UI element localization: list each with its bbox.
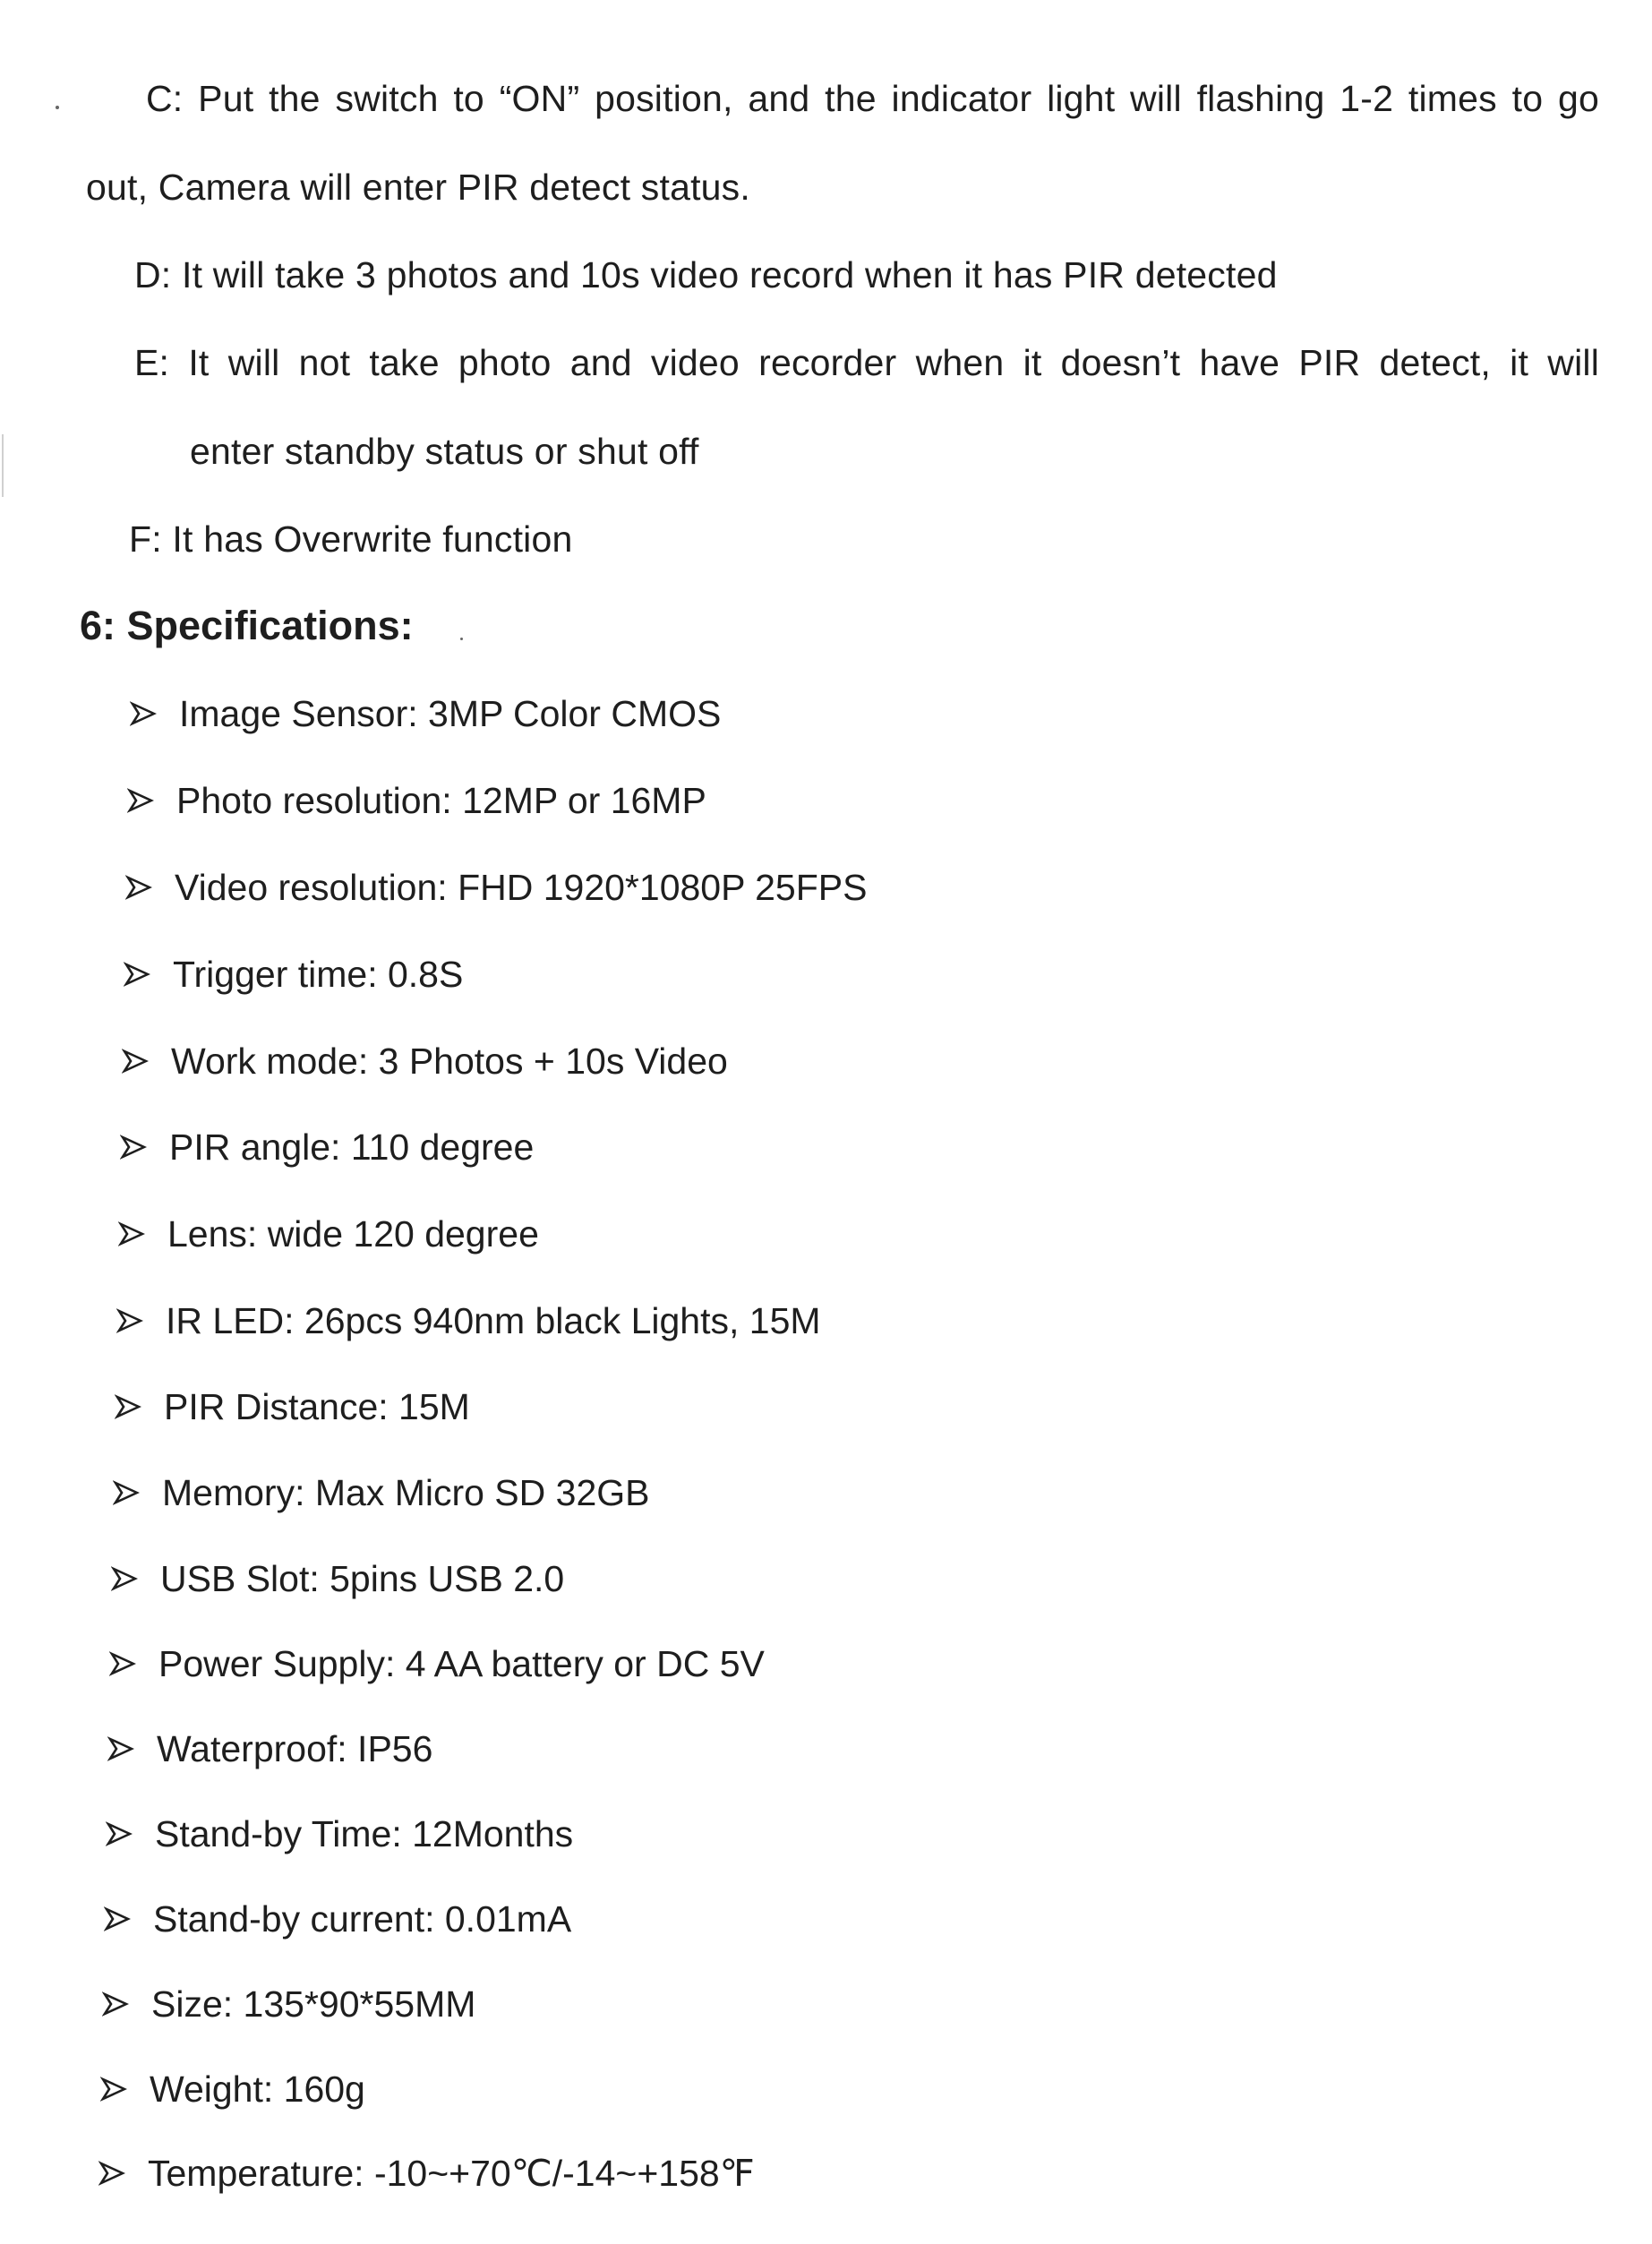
spec-text: Memory: Max Micro SD 32GB (162, 1472, 650, 1513)
arrowhead-bullet-icon (130, 700, 157, 727)
specifications-heading: 6: Specifications: (80, 603, 414, 648)
step-e-line-1: E: It will not take photo and video recorder when it doesn’t have PIR detect, it will (134, 342, 1599, 383)
spec-text: USB Slot: 5pins USB 2.0 (160, 1558, 565, 1599)
arrowhead-bullet-icon (122, 1048, 149, 1075)
spec-text: PIR angle: 110 degree (169, 1126, 535, 1168)
arrowhead-bullet-icon (104, 1906, 131, 1932)
spec-text: Size: 135*90*55MM (151, 1983, 476, 2025)
step-d-line: D: It will take 3 photos and 10s video record when it has PIR detected (134, 254, 1278, 295)
spec-text: Photo resolution: 12MP or 16MP (176, 780, 706, 821)
arrowhead-bullet-icon (109, 1650, 136, 1677)
spec-text: Image Sensor: 3MP Color CMOS (179, 693, 722, 734)
arrowhead-bullet-icon (125, 874, 152, 901)
step-f-line: F: It has Overwrite function (129, 518, 573, 560)
spec-text: Waterproof: IP56 (157, 1728, 433, 1769)
step-c-line-1: C: Put the switch to “ON” position, and the indicator light will flashing 1-2 times to go (146, 78, 1599, 119)
arrowhead-bullet-icon (127, 787, 154, 814)
spec-text: Lens: wide 120 degree (167, 1213, 539, 1255)
step-c-line-2: out, Camera will enter PIR detect status. (86, 167, 750, 208)
spec-text: Stand-by Time: 12Months (155, 1813, 574, 1854)
arrowhead-bullet-icon (100, 2076, 127, 2103)
spec-text: Trigger time: 0.8S (173, 954, 464, 995)
arrowhead-bullet-icon (120, 1134, 147, 1161)
arrowhead-bullet-icon (106, 1820, 133, 1847)
arrowhead-bullet-icon (116, 1307, 143, 1334)
spec-text: Video resolution: FHD 1920*1080P 25FPS (175, 867, 868, 908)
spec-text: IR LED: 26pcs 940nm black Lights, 15M (166, 1300, 821, 1341)
step-e-line-2: enter standby status or shut off (190, 431, 699, 472)
scan-edge-mark (2, 434, 4, 497)
spec-text: Power Supply: 4 AA battery or DC 5V (158, 1643, 765, 1684)
arrowhead-bullet-icon (113, 1479, 140, 1506)
scan-speck (460, 638, 463, 640)
spec-text: Weight: 160g (150, 2068, 365, 2110)
spec-text: Work mode: 3 Photos + 10s Video (171, 1041, 728, 1082)
spec-text: Stand-by current: 0.01mA (153, 1898, 572, 1940)
spec-text: PIR Distance: 15M (164, 1386, 470, 1427)
arrowhead-bullet-icon (115, 1393, 141, 1420)
arrowhead-bullet-icon (124, 961, 150, 988)
scan-speck (56, 106, 59, 109)
arrowhead-bullet-icon (118, 1220, 145, 1247)
spec-text: Temperature: -10~+70℃/-14~+158℉ (148, 2153, 755, 2194)
arrowhead-bullet-icon (98, 2160, 125, 2187)
arrowhead-bullet-icon (102, 1991, 129, 2017)
arrowhead-bullet-icon (107, 1735, 134, 1762)
arrowhead-bullet-icon (111, 1565, 138, 1592)
